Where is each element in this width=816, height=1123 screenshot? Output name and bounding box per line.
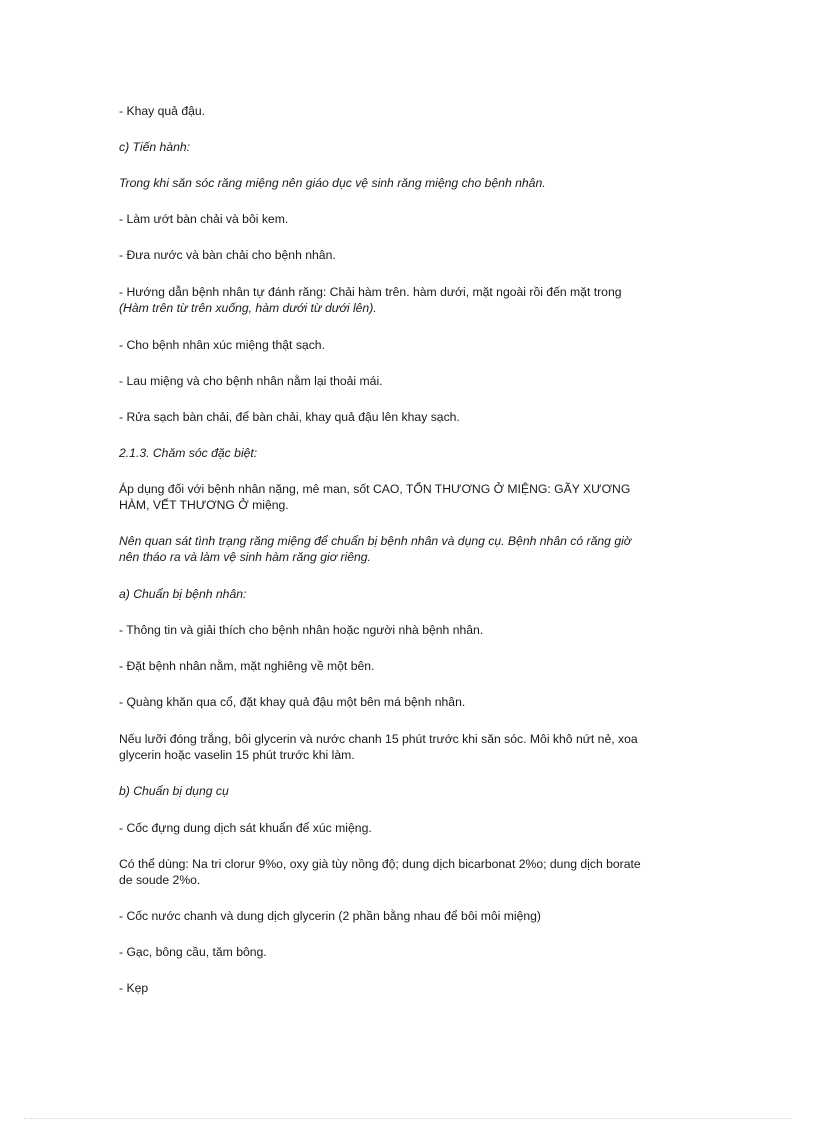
heading-procedure: c) Tiến hành: [119,140,191,154]
can-use-line-2: de soude 2%o. [119,873,201,887]
list-item-wipe-mouth: - Lau miệng và cho bệnh nhân nằm lại thoải mái. [119,374,383,388]
guide-brushing-line-1: - Hướng dẫn bệnh nhân tự đánh răng: Chải hàm trên. hàm dưới, mặt ngoài rồi đến mặt trong [119,285,622,299]
list-item-antiseptic-cup: - Cốc đựng dung dịch sát khuẩn để xúc miệng. [119,821,372,835]
list-item-wet-brush: - Làm ướt bàn chải và bôi kem. [119,212,289,226]
tongue-lips-line-2: glycerin hoặc vaselin 15 phút trước khi làm. [119,748,355,762]
guide-brushing-line-2: (Hàm trên từ trên xuống, hàm dưới từ dưới lên). [119,301,377,315]
paragraph-education-note: Trong khi săn sóc răng miệng nên giáo dục vệ sinh răng miệng cho bệnh nhân. [119,176,546,190]
paragraph-tongue-lips [119,731,699,763]
paragraph-applies-to [119,481,699,513]
list-item-give-water: - Đưa nước và bàn chải cho bệnh nhân. [119,248,336,262]
page-bottom-border [24,1118,792,1119]
applies-to-line-1: Áp dụng đối với bệnh nhân nặng, mê man, sốt CAO, TỔN THƯƠNG Ở MIỆNG: GÃY XƯƠNG [119,482,631,496]
list-item-clamp: - Kẹp [119,981,149,995]
heading-prepare-patient: a) Chuẩn bị bệnh nhân: [119,587,247,601]
heading-special-care: 2.1.3. Chăm sóc đặc biệt: [119,446,258,460]
paragraph-can-use [119,856,699,888]
list-item-clean-brush: - Rửa sạch bàn chải, để bàn chải, khay quả đậu lên khay sạch. [119,410,460,424]
list-item-position-patient: - Đặt bệnh nhân nằm, mặt nghiêng về một bên. [119,659,375,673]
list-item-guide-brushing [119,284,699,316]
list-item-rinse-mouth: - Cho bệnh nhân xúc miệng thật sạch. [119,338,325,352]
list-item-towel-tray: - Quàng khăn qua cổ, đặt khay quả đậu một bên má bệnh nhân. [119,695,466,709]
observe-note-line-2: nên tháo ra và làm vệ sinh hàm răng giơ riêng. [119,550,371,564]
list-item-gauze: - Gạc, bông cầu, tăm bông. [119,945,267,959]
tongue-lips-line-1: Nếu lưỡi đóng trắng, bôi glycerin và nước chanh 15 phút trước khi săn sóc. Môi khô nứt nẻ, xoa [119,732,638,746]
applies-to-line-2: HÀM, VẾT THƯƠNG Ở miệng. [119,498,289,512]
paragraph-tray: - Khay quả đậu. [119,104,206,118]
can-use-line-1: Có thể dùng: Na tri clorur 9%o, oxy già tùy nồng độ; dung dịch bicarbonat 2%o; dung dịch borate [119,857,641,871]
list-item-lemon-glycerin: - Cốc nước chanh và dung dịch glycerin (2 phần bằng nhau để bôi môi miệng) [119,909,541,923]
observe-note-line-1: Nên quan sát tình trạng răng miệng để chuẩn bị bệnh nhân và dụng cụ. Bệnh nhân có răng giờ [119,534,632,548]
list-item-inform-patient: - Thông tin và giải thích cho bệnh nhân hoặc người nhà bệnh nhân. [119,623,484,637]
paragraph-observe-note [119,533,699,565]
heading-prepare-tools: b) Chuẩn bị dụng cụ [119,784,229,798]
